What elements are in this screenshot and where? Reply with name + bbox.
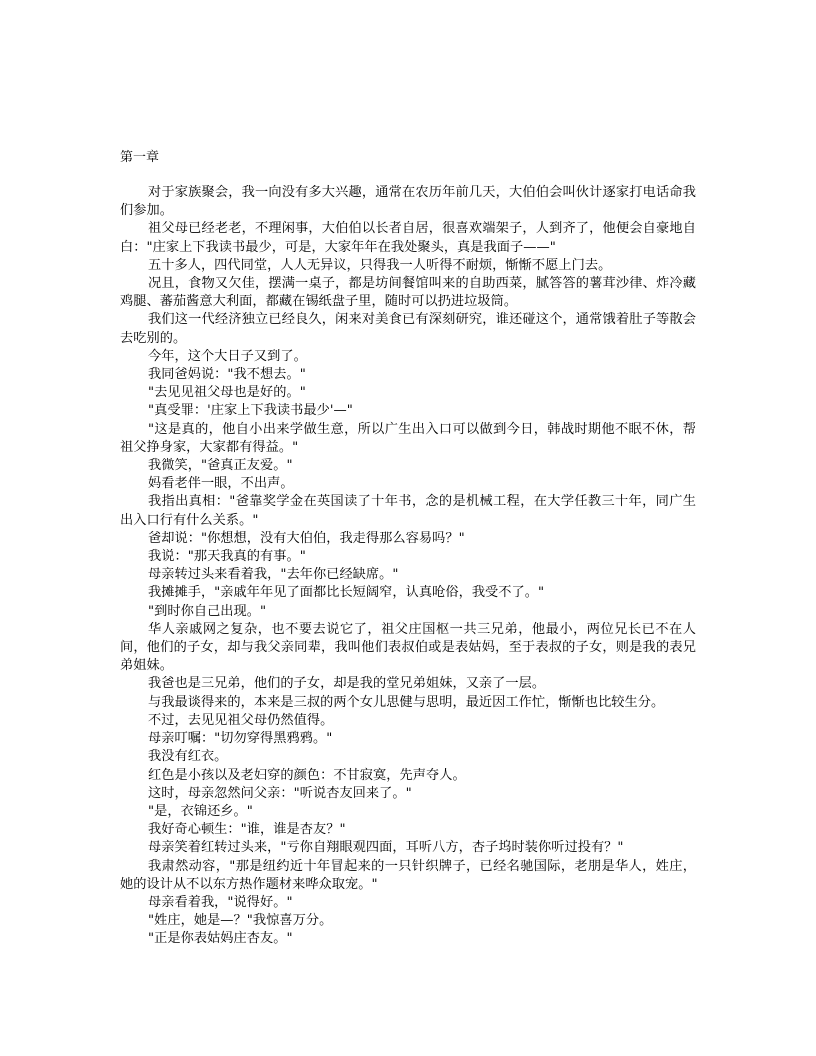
chapter-title: 第一章: [120, 150, 160, 165]
paragraph: 我肃然动容，"那是纽约近十年冒起来的一只针织牌子，已经名驰国际，老朋是华人，姓庄，她的设计从不以东方热作题材来哗众取宠。": [120, 858, 696, 892]
paragraph: "姓庄，她是—？"我惊喜万分。: [148, 913, 333, 929]
paragraph: 我摊摊手，"亲戚年年见了面都比长短阔窄，认真呛俗，我受不了。": [148, 585, 545, 601]
paragraph: 五十多人，四代同堂，人人无异议，只得我一人听得不耐烦，惭惭不愿上门去。: [148, 257, 612, 273]
paragraph: "正是你表姑妈庄杏友。": [148, 931, 293, 947]
paragraph: 这时，母亲忽然问父亲："听说杏友回来了。": [148, 785, 412, 801]
paragraph: "去见见祖父母也是好的。": [148, 385, 306, 401]
paragraph: "到时你自己出现。": [148, 603, 267, 619]
paragraph: 况且，食物又欠佳，摆满一桌子，都是坊间餐馆叫来的自助西菜，腻答答的薯茸沙律、炸冷藏鸡腿、蕃茄酱意大利面，都藏在锡纸盘子里，随时可以扔进垃圾筒。: [120, 276, 696, 310]
paragraph: 爸却说："你想想，没有大伯伯，我走得那么容易吗？": [148, 530, 465, 546]
paragraph: 红色是小孩以及老妇穿的颜色：不甘寂寞，先声夺人。: [148, 767, 466, 783]
paragraph: 母亲转过头来看着我，"去年你已经缺席。": [148, 567, 399, 583]
paragraph: 母亲叮嘱："切勿穿得黑鸦鸦。": [148, 731, 333, 747]
paragraph: 与我最谈得来的，本来是三叔的两个女儿思健与思明，最近因工作忙，惭惭也比较生分。: [148, 694, 665, 710]
paragraph: 我指出真相："爸靠奖学金在英国读了十年书，念的是机械工程，在大学任教三十年，同广生出入口行有什么关系。": [120, 494, 696, 528]
paragraph: 对于家族聚会，我一向没有多大兴趣，通常在农历年前几天，大伯伯会叫伙计逐家打电话命我们参加。: [120, 185, 696, 219]
paragraph: 我们这一代经济独立已经良久，闲来对美食已有深刻研究，谁还碰这个，通常饿着肚子等散会去吃别的。: [120, 312, 696, 346]
paragraph: 我微笑，"爸真正友爱。": [148, 458, 293, 474]
paragraph: 不过，去见见祖父母仍然值得。: [148, 712, 334, 728]
paragraph: "真受罪：'庄家上下我读书最少'—": [148, 403, 353, 419]
paragraph: 我爸也是三兄弟，他们的子女，却是我的堂兄弟姐妹，又亲了一层。: [148, 676, 546, 692]
paragraph: 母亲看着我，"说得好。": [148, 894, 293, 910]
paragraph: 我说："那天我真的有事。": [148, 549, 306, 565]
paragraph: 华人亲戚网之复杂，也不要去说它了，祖父庄国枢一共三兄弟，他最小，两位兄长已不在人间，他们的子女，却与我父亲同辈，我叫他们表叔伯或是表姑妈，至于表叔的子女，则是我的表兄弟姐妹。: [120, 621, 696, 674]
paragraph: "这是真的，他自小出来学做生意，所以广生出入口可以做到今日，韩战时期他不眠不休，帮祖父挣身家，大家都有得益。": [120, 421, 696, 455]
paragraph: 我好奇心顿生："谁，谁是杏友？": [148, 822, 346, 838]
paragraph: 妈看老伴一眼，不出声。: [148, 476, 294, 492]
paragraph: 我同爸妈说："我不想去。": [148, 367, 306, 383]
paragraph: 今年，这个大日子又到了。: [148, 348, 307, 364]
paragraph: 我没有红衣。: [148, 749, 228, 765]
paragraph: 母亲笑着红转过头来，"亏你自翔眼观四面，耳听八方，杏子坞时装你听过投有？": [148, 840, 624, 856]
paragraph: "是，衣锦还乡。": [148, 803, 253, 819]
body-text: [120, 184, 696, 949]
paragraph: 祖父母已经老老，不理闲事，大伯伯以长者自居，很喜欢端架子，人到齐了，他便会自豪地自白："庄家上下我读书最少，可是，大家年年在我处聚头，真是我面子——": [120, 221, 696, 255]
